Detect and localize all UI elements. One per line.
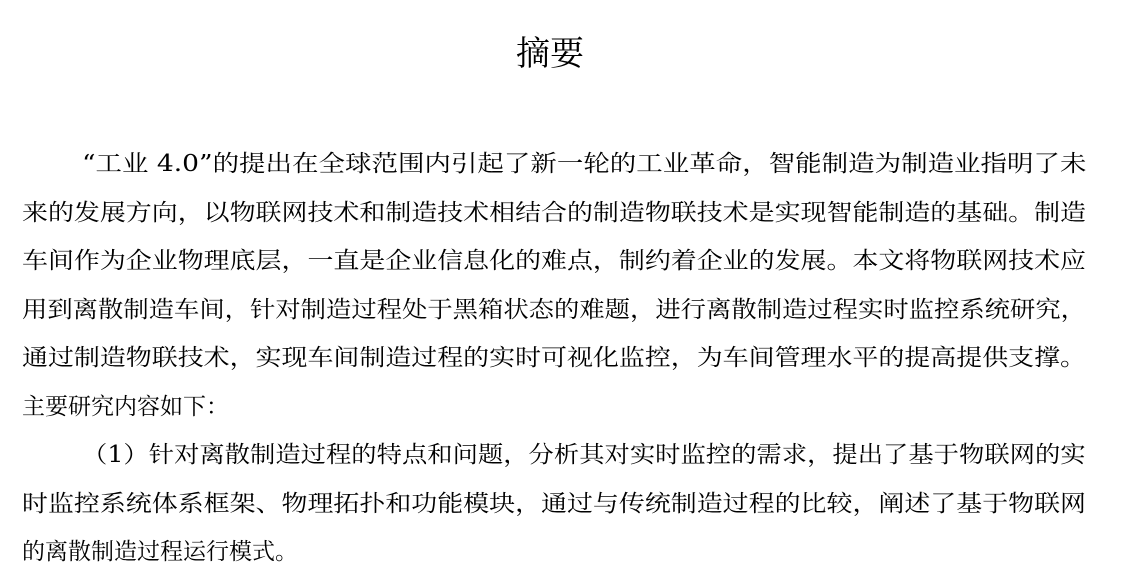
line-text: 来的发展方向，以物联网技术和制造技术相结合的制造物联技术是实现智能制造的基础。制造 [22, 199, 1086, 226]
line-text: 主要研究内容如下： [22, 393, 229, 420]
abstract-title: 摘要 [516, 34, 584, 74]
line-text: 用到离散制造车间，针对制造过程处于黑箱状态的难题，进行离散制造过程实时监控系统研究， [22, 296, 1086, 323]
paragraph-line [22, 383, 1086, 432]
paragraph-line [22, 528, 1086, 577]
paragraph-line [22, 237, 1086, 286]
paragraph-line [22, 286, 1086, 335]
line-text: 通过制造物联技术，实现车间制造过程的实时可视化监控，为车间管理水平的提高提供支撑。 [22, 345, 1086, 371]
abstract-body [22, 140, 1086, 577]
paragraph-line [22, 189, 1086, 238]
line-text: “工业 4.0”的提出在全球范围内引起了新一轮的工业革命，智能制造为制造业指明了未 [82, 151, 1087, 177]
paragraph-line [22, 334, 1086, 383]
line-text: 的离散制造过程运行模式。 [22, 539, 298, 565]
line-text: （1）针对离散制造过程的特点和问题，分析其对实时监控的需求，提出了基于物联网的实 [82, 442, 1086, 468]
line-text: 时监控系统体系框架、物理拓扑和功能模块，通过与传统制造过程的比较，阐述了基于物联网 [22, 490, 1086, 517]
paragraph-line [22, 480, 1086, 529]
paragraph-line [22, 140, 1086, 189]
paragraph-line [22, 431, 1086, 480]
line-text: 车间作为企业物理底层，一直是企业信息化的难点，制约着企业的发展。本文将物联网技术应 [22, 248, 1086, 274]
